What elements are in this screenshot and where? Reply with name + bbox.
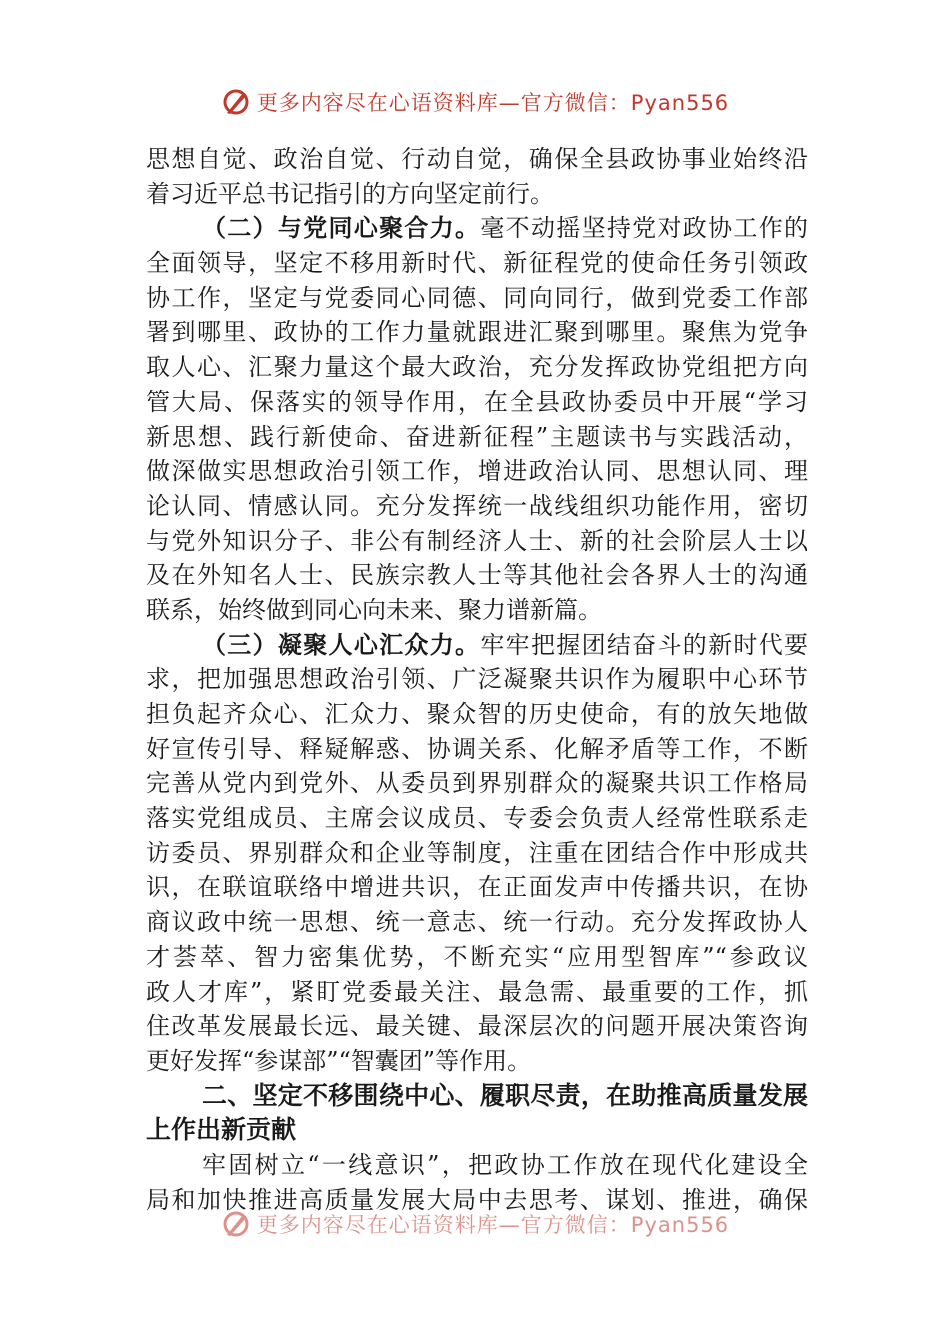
- paragraph-line: 识，在联谊联络中增进共识，在正面发声中传播共识，在协: [146, 873, 808, 902]
- section-title: （二）与党同心聚合力。: [202, 213, 481, 243]
- paragraph-line: 做深做实思想政治引领工作，增进政治认同、思想认同、理: [146, 457, 808, 486]
- paragraph-line: 协工作，坚定与党委同心同德、同向同行，做到党委工作部: [146, 283, 808, 312]
- paragraph-line: 求，把加强思想政治引领、广泛凝聚共识作为履职中心环节: [146, 665, 808, 694]
- paragraph-line: 完善从党内到党外、从委员到界别群众的凝聚共识工作格局: [146, 769, 808, 798]
- paragraph-line: 思想自觉、政治自觉、行动自觉，确保全县政协事业始终沿: [146, 145, 808, 173]
- watermark-text: 更多内容尽在心语资料库—官方微信：Pyan556: [256, 91, 730, 115]
- paragraph-line: 管大局、保落实的领导作用，在全县政协委员中开展“学习: [146, 387, 808, 416]
- paragraph-line: 联系，始终做到同心向未来、聚力谱新篇。: [146, 595, 602, 624]
- watermark-text: 更多内容尽在心语资料库—官方微信：Pyan556: [256, 1213, 730, 1237]
- paragraph-line: 与党外知识分子、非公有制经济人士、新的社会阶层人士以: [146, 526, 808, 555]
- watermark-header: [0, 84, 950, 120]
- section-title: （三）凝聚人心汇众力。: [202, 629, 481, 659]
- paragraph-line: 新思想、践行新使命、奋进新征程”主题读书与实践活动，: [146, 422, 808, 451]
- paragraph-line: 政人才库”，紧盯党委最关注、最急需、最重要的工作，抓: [146, 977, 808, 1006]
- paragraph-text: 毫不动摇坚持党对政协工作的: [480, 214, 808, 243]
- paragraph-line: 担负起齐众心、汇众力、聚众智的历史使命，有的放矢地做: [146, 700, 808, 728]
- paragraph-line: 署到哪里、政协的工作力量就跟进汇聚到哪里。聚焦为党争: [146, 318, 808, 347]
- chapter-heading: 二、坚定不移围绕中心、履职尽责，在助推高质量发展: [202, 1080, 808, 1110]
- chapter-heading: 上作出新贡献: [146, 1115, 297, 1145]
- paragraph-line: 取人心、汇聚力量这个最大政治，充分发挥政协党组把方向: [146, 353, 808, 382]
- paragraph-line: 着习近平总书记指引的方向坚定前行。: [146, 179, 554, 208]
- section-line: [146, 211, 808, 246]
- section-line: [146, 628, 808, 663]
- brush-pen-logo-icon: [221, 87, 251, 117]
- paragraph-line: 商议政中统一思想、统一意志、统一行动。充分发挥政协人: [146, 908, 808, 937]
- paragraph-line: 才荟萃、智力密集优势，不断充实“应用型智库”“参政议: [146, 942, 808, 971]
- paragraph-line: 局和加快推进高质量发展大局中去思考、谋划、推进，确保: [146, 1185, 808, 1214]
- paragraph-line: 更好发挥“参谋部”“智囊团”等作用。: [146, 1046, 532, 1075]
- paragraph-text: 牢牢把握团结奋斗的新时代要: [480, 630, 808, 659]
- paragraph-line: 及在外知名人士、民族宗教人士等其他社会各界人士的沟通: [146, 561, 808, 590]
- paragraph-line: 牢固树立“一线意识”，把政协工作放在现代化建设全: [202, 1150, 808, 1179]
- paragraph-line: 住改革发展最长远、最关键、最深层次的问题开展决策咨询: [146, 1012, 808, 1041]
- paragraph-line: 访委员、界别群众和企业等制度，注重在团结合作中形成共: [146, 838, 808, 867]
- paragraph-line: 论认同、情感认同。充分发挥统一战线组织功能作用，密切: [146, 491, 808, 520]
- paragraph-line: 全面领导，坚定不移用新时代、新征程党的使命任务引领政: [146, 249, 808, 278]
- paragraph-line: 落实党组成员、主席会议成员、专委会负责人经常性联系走: [146, 804, 808, 833]
- watermark-footer: [0, 1206, 950, 1242]
- document-body: [146, 142, 808, 1217]
- paragraph-line: 好宣传引导、释疑解惑、协调关系、化解矛盾等工作，不断: [146, 734, 808, 763]
- brush-pen-logo-icon: [221, 1209, 251, 1239]
